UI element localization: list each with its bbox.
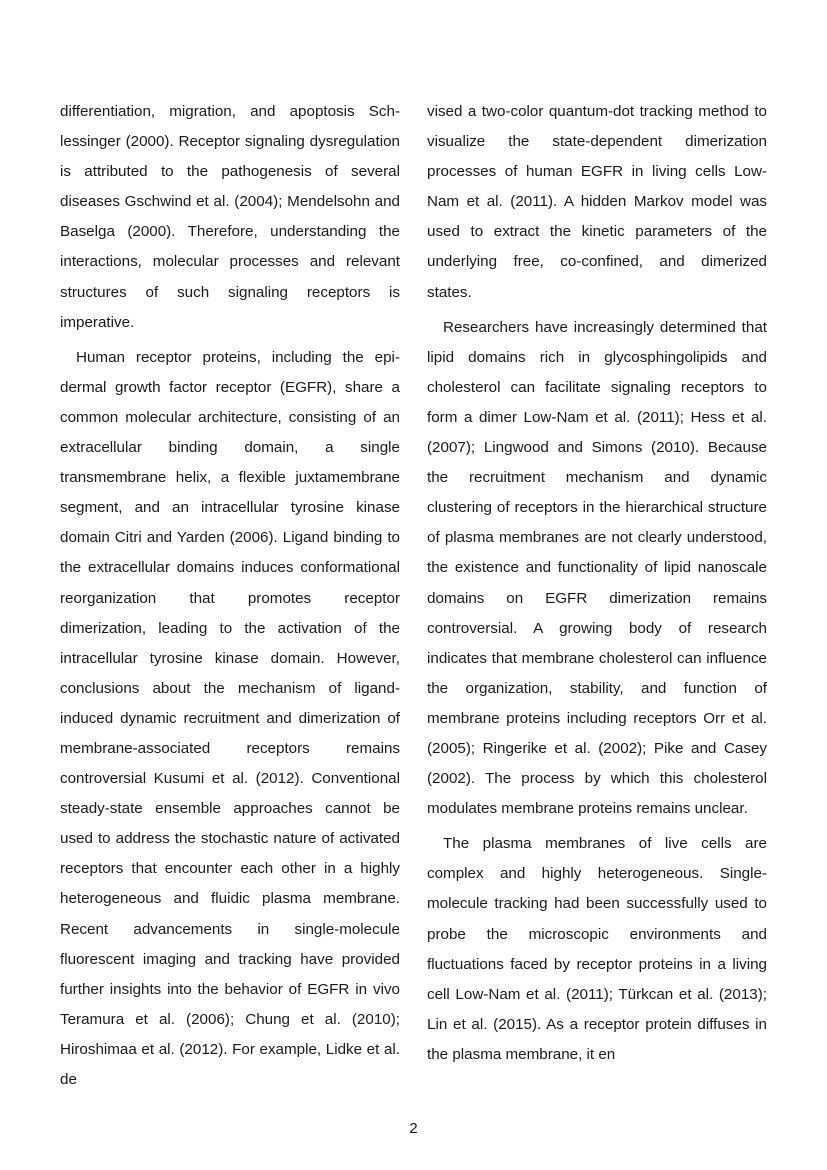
right-column (427, 97, 767, 1075)
page-number: 2 (409, 1120, 418, 1137)
paragraph-right-2: Researchers have increasingly determined that lipid domains rich in glycosphingolipids and cholesterol can facilitate signaling receptors to form a dimer Low-Nam et al. (2011); Hess et al. (2007); Lingwood and Simons (2010). Because the recruitment mechanism and dynamic clustering of receptors in the hierarchical structure of plasma membranes are not clearly understood, the existence and functionality of lipid nanoscale domains on EGFR dimerization remains controversial. A growing body of research indicates that membrane cholesterol can influence the organization, stability, and function of membrane proteins including receptors Orr et al. (2005); Ringerike et al. (2002); Pike and Casey (2002). The process by which this cholesterol modulates membrane proteins remains unclear. (427, 318, 767, 818)
paragraph-left-2: Human receptor proteins, including the epidermal growth factor receptor (EGFR), share a common molecular architecture, consisting of an extracellular binding domain, a single transmembrane helix, a flexible juxtamembrane segment, and an intracellular tyrosine kinase domain Citri and Yarden (2006). Ligand binding to the extracellular domains induces conformational reorganization that promotes receptor dimerization, leading to the activation of the intracellular tyrosine kinase domain. However, conclusions about the mechanism of ligand-induced dynamic recruitment and dimerization of membrane-associated receptors remains controversial Kusumi et al. (2012). Conventional steady-state ensemble approaches cannot be used to address the stochastic nature of activated receptors that encounter each other in a highly heterogeneous and fluidic plasma membrane. Recent advancements in single-molecule fluorescent imaging and tracking have provided further insights into the behavior of EGFR in vivo Teramura et al. (2006); Chung et al. (2010); Hiroshimaa et al. (2012). For example, Lidke et al. de (60, 348, 400, 1088)
left-column (60, 97, 400, 1100)
paragraph-right-3: The plasma membranes of live cells are complex and highly heterogeneous. Single-molecule tracking had been successfully used to probe the microscopic environments and fluctuations faced by receptor proteins in a living cell Low-Nam et al. (2011); Türkcan et al. (2013); Lin et al. (2015). As a receptor protein diffuses in the plasma membrane, it en (427, 835, 767, 1063)
paragraph-right-1: vised a two-color quantum-dot tracking method to visualize the state-dependent dimerization processes of human EGFR in living cells Low-Nam et al. (2011). A hidden Markov model was used to extract the kinetic parameters of the underlying free, co-confined, and dimerized states. (427, 103, 767, 301)
paragraph-left-1: differentiation, migration, and apoptosis Schlessinger (2000). Receptor signaling dysregulation is attributed to the pathogenesis of several diseases Gschwind et al. (2004); Mendelsohn and Baselga (2000). Therefore, understanding the interactions, molecular processes and relevant structures of such signaling receptors is imperative. (60, 103, 400, 331)
